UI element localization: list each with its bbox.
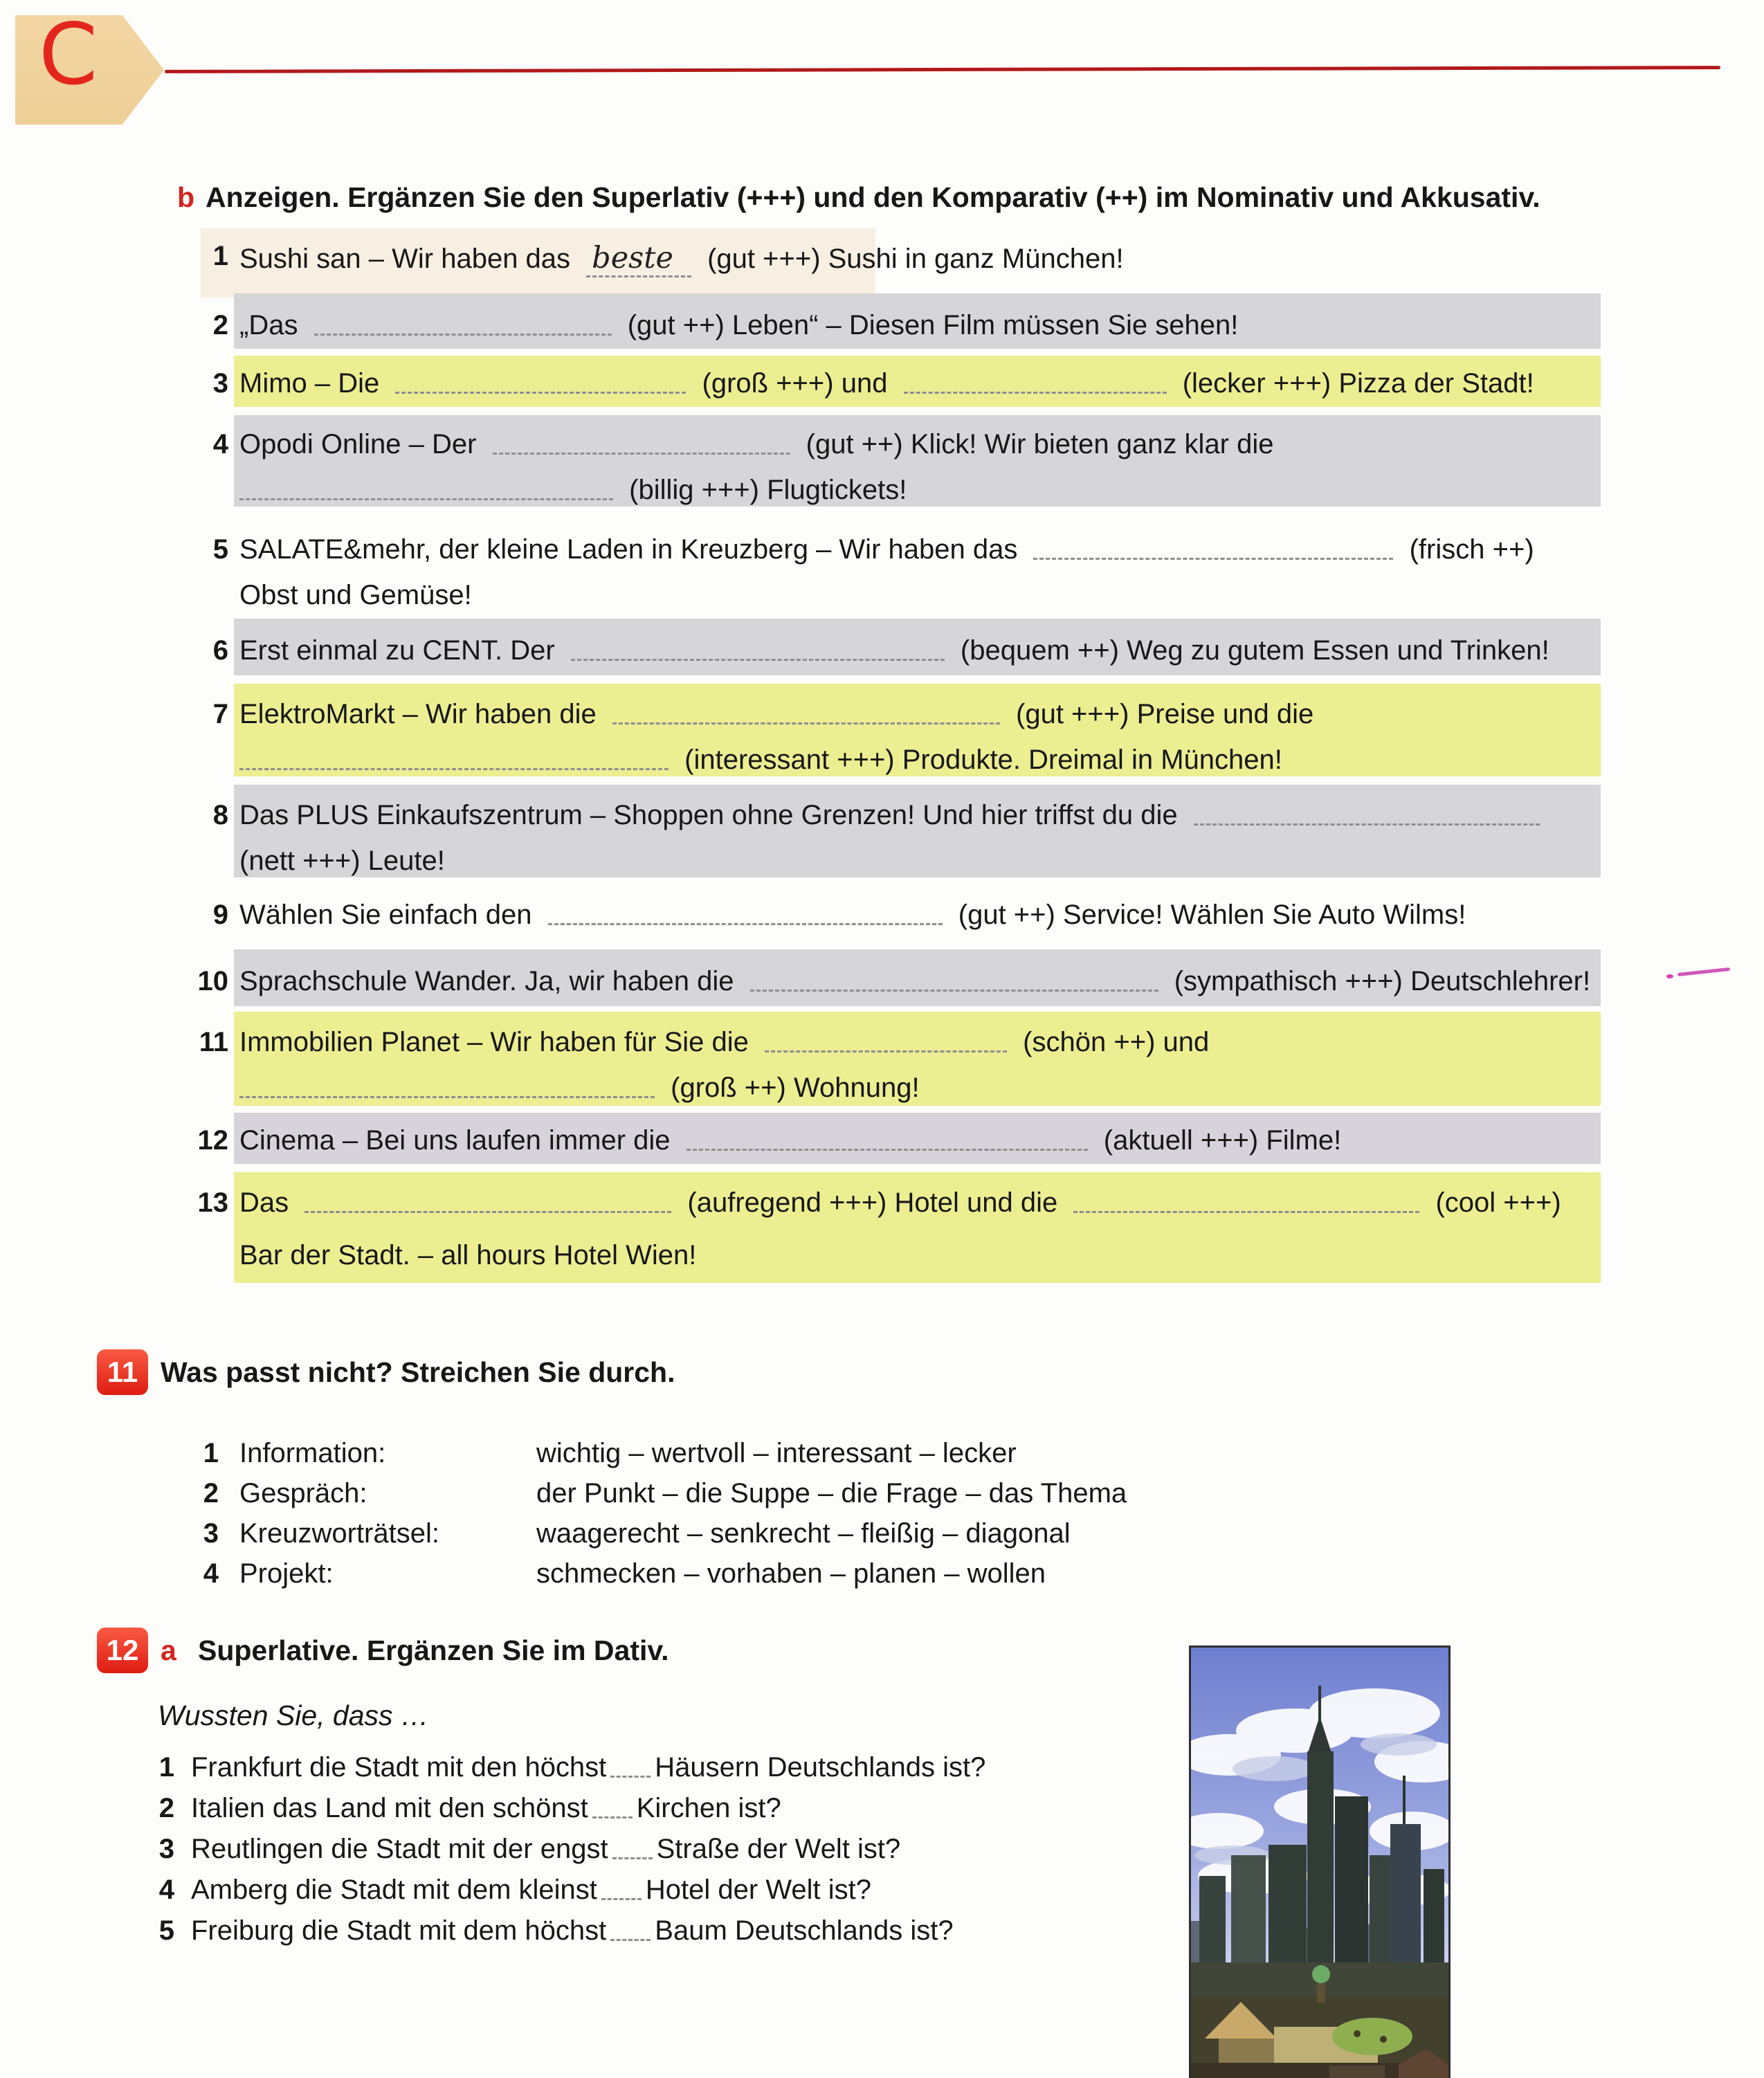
answer-blank — [750, 983, 1158, 992]
answer-blank — [612, 716, 1000, 724]
section-tab-letter: C — [39, 6, 98, 104]
exercise-b-item-9: Wählen Sie einfach den (gut ++) Service! Wählen Sie Auto Wilms! — [239, 900, 1466, 930]
exercise-11-badge: 11 — [97, 1349, 148, 1395]
item-number: 4 — [158, 1875, 174, 1905]
item-number: 2 — [158, 1793, 174, 1823]
exercise-b-item-5-line-2: Obst und Gemüse! — [239, 580, 472, 610]
item-number: 3 — [203, 1518, 219, 1549]
ex12-item-4: Amberg die Stadt mit dem kleinst Hotel der Welt ist? — [191, 1875, 871, 1905]
answer-blank — [1033, 551, 1393, 560]
answer-blank — [1073, 1204, 1419, 1213]
exercise-b-item-7-line-1: ElektroMarkt – Wir haben die (gut +++) Preise und die — [239, 699, 1314, 729]
ex11-label-1: Information: — [239, 1438, 386, 1468]
item-number: 1 — [203, 1438, 219, 1468]
item-number: 13 — [197, 1187, 228, 1218]
ex12-item-1: Frankfurt die Stadt mit den höchst Häusern Deutschlands ist? — [191, 1752, 986, 1783]
exercise-b-item-11-line-2: (groß ++) Wohnung! — [239, 1073, 1624, 1104]
ex11-label-4: Projekt: — [239, 1558, 334, 1589]
item-number: 3 — [212, 368, 228, 399]
item-number: 7 — [212, 699, 228, 729]
exercise-12-title: Superlative. Ergänzen Sie im Dativ. — [198, 1634, 669, 1666]
dative-ending-blank — [592, 1811, 633, 1819]
answer-blank — [395, 385, 686, 394]
answer-blank — [239, 491, 613, 500]
pen-mark — [1677, 967, 1730, 976]
exercise-b-heading — [177, 181, 1540, 214]
exercise-b-item-13-line-2: Bar der Stadt. – all hours Hotel Wien! — [239, 1240, 697, 1270]
item-number: 2 — [212, 310, 228, 340]
exercise-b-item-8-line-2: (nett +++) Leute! — [239, 846, 445, 876]
exercise-b-item-13-line-1: Das (aufregend +++) Hotel und die (cool +++) — [239, 1187, 1561, 1218]
item-number: 6 — [212, 635, 228, 666]
item-number: 4 — [203, 1558, 219, 1589]
exercise-b-item-11-line-1: Immobilien Planet – Wir haben für Sie die (schön ++) und — [239, 1027, 1210, 1057]
answer-blank — [548, 916, 943, 925]
dative-ending-blank — [601, 1893, 642, 1900]
answer-blank — [314, 327, 612, 336]
item-number: 5 — [158, 1915, 174, 1946]
exercise-11-title: Was passt nicht? Streichen Sie durch. — [161, 1356, 675, 1388]
pen-mark-dot — [1666, 974, 1673, 978]
item-number: 12 — [197, 1125, 228, 1156]
exercise-b-item-4-line-1: Opodi Online – Der (gut ++) Klick! Wir bieten ganz klar die — [239, 429, 1274, 459]
dative-ending-blank — [610, 1933, 651, 1941]
exercise-b-title: Anzeigen. Ergänzen Sie den Superlativ (+++) und den Komparativ (++) im Nominativ und Akkusativ. — [206, 181, 1540, 213]
ex12-item-3: Reutlingen die Stadt mit der engst Straße der Welt ist? — [191, 1834, 901, 1864]
ex12-item-5: Freiburg die Stadt mit dem höchst Baum Deutschlands ist? — [191, 1915, 954, 1946]
answer-blank — [765, 1043, 1007, 1052]
item-number: 5 — [212, 534, 228, 565]
exercise-b-item-10: Sprachschule Wander. Ja, wir haben die (sympathisch +++) Deutschlehrer! — [239, 966, 1591, 996]
exercise-b-item-5-line-1: SALATE&mehr, der kleine Laden in Kreuzberg – Wir haben das (frisch ++) — [239, 534, 1534, 565]
exercise-12-intro: Wussten Sie, dass … — [158, 1699, 429, 1731]
exercise-b-item-3: Mimo – Die (groß +++) und (lecker +++) Pizza der Stadt! — [239, 368, 1534, 399]
dative-ending-blank — [610, 1770, 651, 1778]
ex11-options-3: waagerecht – senkrecht – fleißig – diagonal — [536, 1518, 1071, 1549]
answer-blank — [686, 1142, 1088, 1151]
item-number: 9 — [212, 900, 228, 930]
exercise-b-item-4-line-2: (billig +++) Flugtickets! — [239, 475, 1624, 506]
answer-blank-filled: beste — [586, 241, 691, 277]
ex11-options-1: wichtig – wertvoll – interessant – lecker — [536, 1438, 1017, 1468]
item-number: 1 — [212, 241, 228, 271]
ex11-label-3: Kreuzworträtsel: — [239, 1518, 439, 1549]
answer-blank — [239, 1089, 655, 1098]
answer-blank — [493, 446, 790, 455]
item-number: 11 — [199, 1027, 228, 1057]
exercise-b-item-1: Sushi san – Wir haben das beste (gut +++) Sushi in ganz München! — [239, 241, 1624, 277]
exercise-b-item-2: „Das (gut ++) Leben“ – Diesen Film müssen Sie sehen! — [239, 310, 1239, 340]
exercise-b-item-6: Erst einmal zu CENT. Der (bequem ++) Weg zu gutem Essen und Trinken! — [239, 635, 1549, 666]
item-number: 1 — [158, 1752, 174, 1783]
item-number: 8 — [212, 800, 228, 830]
frankfurt-skyline-photo — [1189, 1646, 1451, 2078]
frankfurt-skyline-illustration — [1191, 1648, 1448, 2078]
ex11-options-2: der Punkt – die Suppe – die Frage – das Thema — [536, 1478, 1127, 1509]
exercise-b-item-8-line-1: Das PLUS Einkaufszentrum – Shoppen ohne Grenzen! Und hier triffst du die — [239, 800, 1624, 831]
answer-blank — [904, 385, 1167, 394]
answer-blank — [571, 652, 945, 661]
exercise-b-label: b — [177, 181, 195, 213]
exercise-b-item-12: Cinema – Bei uns laufen immer die (aktuell +++) Filme! — [239, 1125, 1342, 1156]
item-number: 2 — [203, 1478, 219, 1509]
item-number: 3 — [158, 1834, 174, 1864]
answer-blank — [239, 761, 669, 770]
exercise-12-sub-label: a — [161, 1634, 176, 1666]
section-rule-line — [165, 66, 1720, 73]
item-number: 10 — [197, 966, 228, 996]
item-number: 4 — [212, 429, 228, 459]
exercise-b-item-7-line-2: (interessant +++) Produkte. Dreimal in München! — [239, 745, 1624, 776]
ex12-item-2: Italien das Land mit den schönst Kirchen ist? — [191, 1793, 781, 1823]
answer-blank — [304, 1204, 671, 1213]
ex11-label-2: Gespräch: — [239, 1478, 367, 1509]
answer-blank — [1194, 817, 1540, 826]
dative-ending-blank — [612, 1852, 653, 1859]
ex11-options-4: schmecken – vorhaben – planen – wollen — [536, 1558, 1046, 1589]
exercise-12-badge: 12 — [97, 1628, 148, 1673]
